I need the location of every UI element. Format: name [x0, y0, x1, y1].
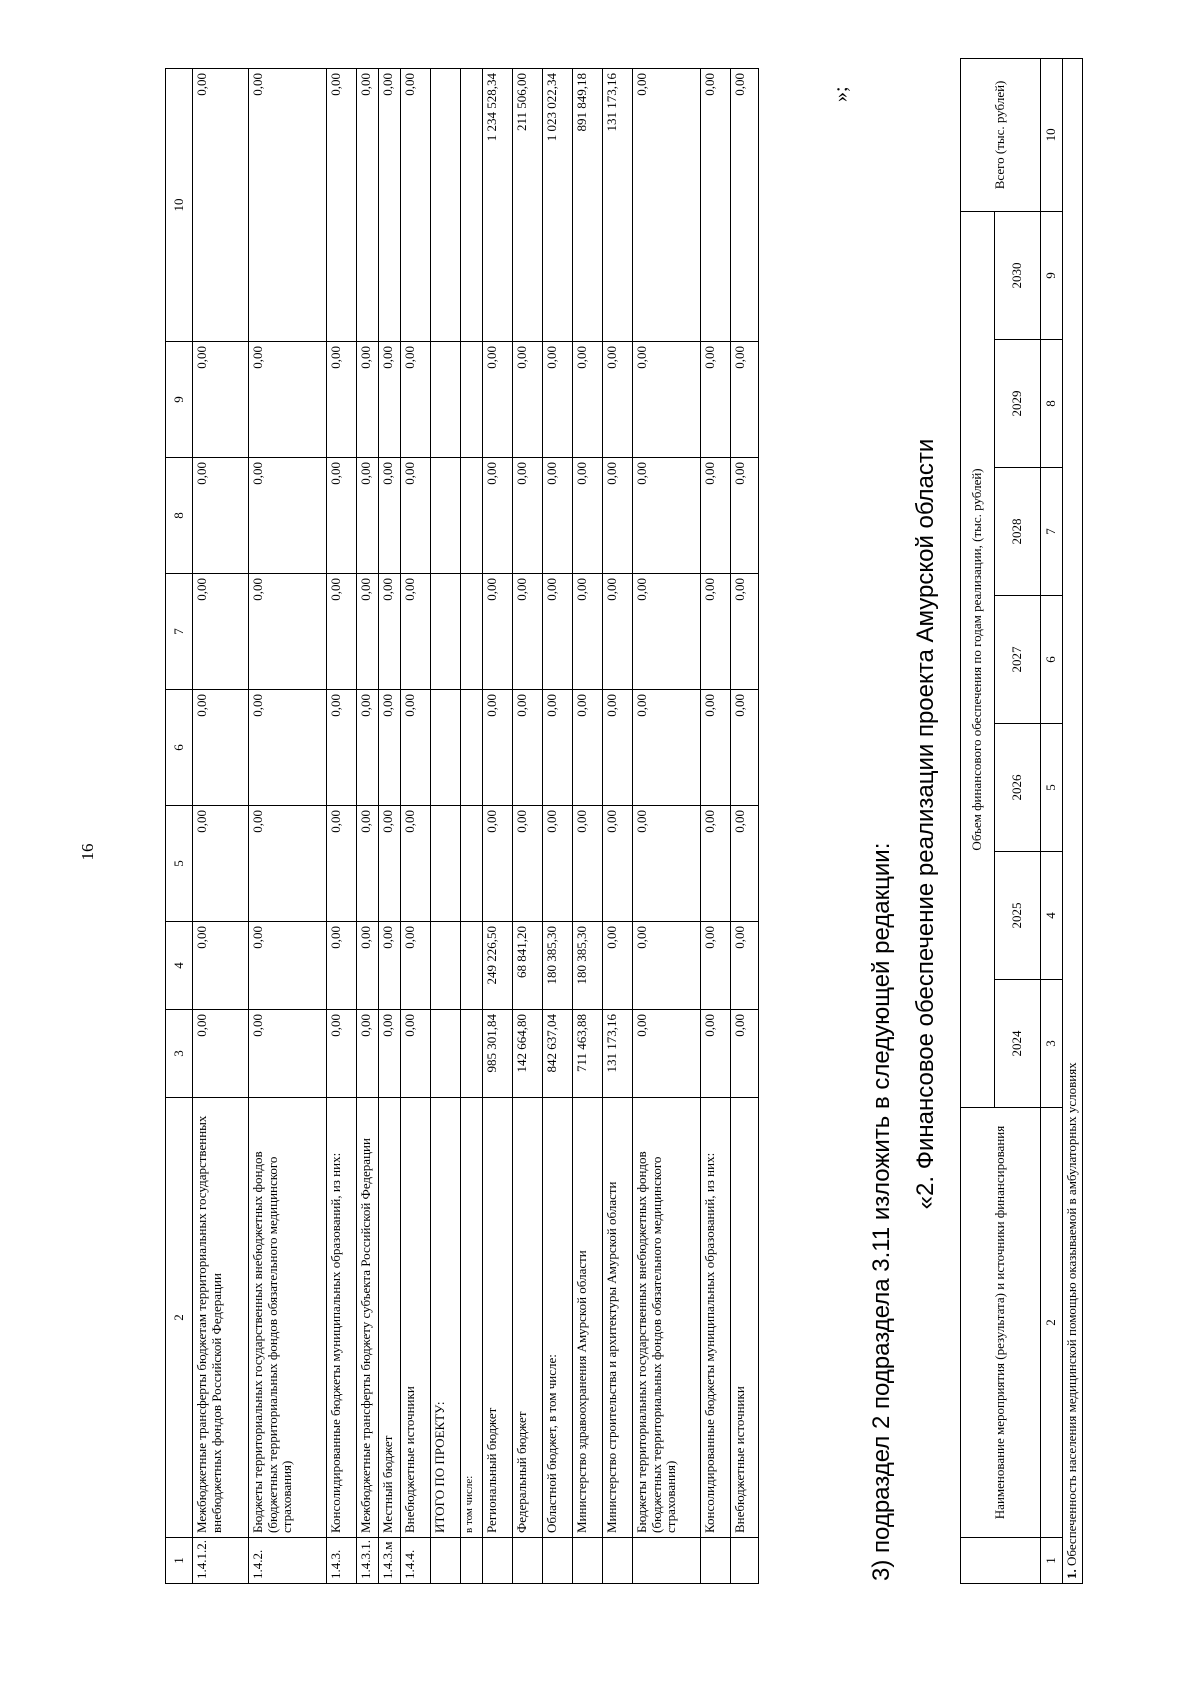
cell-value: 0,00 — [603, 574, 633, 690]
col-number: 10 — [1041, 58, 1063, 211]
row-name: Местный бюджет — [379, 1098, 401, 1538]
cell-value: 0,00 — [357, 806, 379, 922]
col-name-header: Наименование мероприятия (результата) и источники финансирования — [961, 1108, 1041, 1538]
row-name: Министерство строительства и архитектуры Амурской области — [603, 1098, 633, 1538]
row-name: Внебюджетные источники — [401, 1098, 431, 1538]
cell-value: 0,00 — [701, 1010, 731, 1098]
including-label: в том числе: — [461, 1098, 483, 1538]
cell-value: 0,00 — [249, 690, 327, 806]
year-cell: 2028 — [995, 468, 1041, 596]
col-number: 4 — [1041, 852, 1063, 980]
cell-value: 0,00 — [401, 922, 431, 1010]
table-row — [543, 69, 573, 1584]
table-row — [573, 69, 603, 1584]
cell-value: 0,00 — [193, 69, 249, 342]
cell-value: 0,00 — [401, 458, 431, 574]
cell-value: 0,00 — [513, 342, 543, 458]
cell-value: 0,00 — [701, 574, 731, 690]
cell-value: 0,00 — [731, 806, 759, 922]
cell-value: 0,00 — [357, 690, 379, 806]
year-cell: 2025 — [995, 852, 1041, 980]
cell-value: 0,00 — [357, 922, 379, 1010]
cell-value: 0,00 — [633, 458, 701, 574]
cell-value: 0,00 — [603, 806, 633, 922]
cell-value: 0,00 — [701, 690, 731, 806]
row-name: Консолидированные бюджеты муниципальных образований, из них: — [701, 1098, 731, 1538]
cell-value: 0,00 — [249, 342, 327, 458]
cell-value: 985 301,84 — [483, 1010, 513, 1098]
cell-value: 142 664,80 — [513, 1010, 543, 1098]
year-cell: 2027 — [995, 596, 1041, 724]
table-row — [193, 69, 249, 1584]
cell-value: 0,00 — [401, 1010, 431, 1098]
col-number: 3 — [166, 1010, 193, 1098]
col-number: 1 — [1041, 1538, 1063, 1584]
cell-value: 0,00 — [379, 1010, 401, 1098]
closing-quote: »; — [830, 86, 852, 102]
financing-table-continued — [165, 68, 759, 1584]
col-number: 7 — [1041, 468, 1063, 596]
col-number: 5 — [166, 806, 193, 922]
cell-value: 0,00 — [249, 1010, 327, 1098]
cell-value: 0,00 — [701, 69, 731, 342]
cell-value: 0,00 — [543, 458, 573, 574]
cell-value: 0,00 — [603, 922, 633, 1010]
cell-value: 0,00 — [731, 1010, 759, 1098]
col-number: 7 — [166, 574, 193, 690]
cell-value: 0,00 — [249, 69, 327, 342]
table-row — [327, 69, 357, 1584]
cell-value: 0,00 — [401, 342, 431, 458]
cell-value: 0,00 — [603, 458, 633, 574]
row-name: Консолидированные бюджеты муниципальных образований, из них: — [327, 1098, 357, 1538]
cell-value: 0,00 — [543, 574, 573, 690]
cell-value: 0,00 — [483, 574, 513, 690]
cell-value: 0,00 — [327, 574, 357, 690]
cell-value: 0,00 — [483, 690, 513, 806]
cell-value: 0,00 — [701, 458, 731, 574]
cell-value: 0,00 — [483, 806, 513, 922]
year-cell: 2024 — [995, 980, 1041, 1108]
row-name: Бюджеты территориальных государственных внебюджетных фондов (бюджетных территориальных фондов обязательного медицинского страхования) — [633, 1098, 701, 1538]
header-row — [961, 58, 995, 1583]
col-number: 4 — [166, 922, 193, 1010]
numbers-row — [1041, 58, 1063, 1583]
cell-value: 0,00 — [327, 690, 357, 806]
cell-value: 211 506,00 — [513, 69, 543, 342]
cell-value: 0,00 — [573, 342, 603, 458]
row-code: 1.4.3. — [327, 1538, 357, 1584]
table-row — [249, 69, 327, 1584]
row-code: 1.4.4. — [401, 1538, 431, 1584]
row-code: 1.4.2. — [249, 1538, 327, 1584]
cell-value: 0,00 — [249, 922, 327, 1010]
cell-value: 68 841,20 — [513, 922, 543, 1010]
row-name: Межбюджетные трансферты бюджету субъекта Российской Федерации — [357, 1098, 379, 1538]
cell-value: 0,00 — [573, 806, 603, 922]
cell-value: 131 173,16 — [603, 1010, 633, 1098]
cell-value: 0,00 — [193, 922, 249, 1010]
cell-value: 0,00 — [633, 922, 701, 1010]
cell-value: 0,00 — [633, 690, 701, 806]
cell-value: 0,00 — [357, 69, 379, 342]
row-name: Областной бюджет, в том числе: — [543, 1098, 573, 1538]
table-row — [513, 69, 543, 1584]
cell-value: 0,00 — [573, 690, 603, 806]
cell-value: 0,00 — [401, 690, 431, 806]
table-row — [603, 69, 633, 1584]
cell-value: 0,00 — [327, 458, 357, 574]
cell-value: 0,00 — [701, 922, 731, 1010]
cell-value: 249 226,50 — [483, 922, 513, 1010]
cell-value: 0,00 — [379, 69, 401, 342]
cell-value: 0,00 — [731, 922, 759, 1010]
year-cell: 2029 — [995, 340, 1041, 468]
col-number: 1 — [166, 1538, 193, 1584]
row-name: Бюджеты территориальных государственных внебюджетных фондов (бюджетных территориальных фондов обязательного медицинского страхования) — [249, 1098, 327, 1538]
cell-value: 0,00 — [701, 342, 731, 458]
section-row — [1063, 58, 1083, 1583]
row-code: 1.4.3.1. — [357, 1538, 379, 1584]
col-number: 2 — [1041, 1108, 1063, 1538]
cell-value: 0,00 — [327, 806, 357, 922]
cell-value: 0,00 — [379, 574, 401, 690]
financing-table-new — [960, 58, 1083, 1584]
cell-value: 0,00 — [357, 458, 379, 574]
cell-value: 0,00 — [327, 342, 357, 458]
section-row-cell — [1063, 58, 1083, 1583]
cell-value: 0,00 — [193, 458, 249, 574]
cell-value: 1 234 528,34 — [483, 69, 513, 342]
cell-value: 0,00 — [573, 458, 603, 574]
cell-value: 131 173,16 — [603, 69, 633, 342]
cell-value: 0,00 — [327, 922, 357, 1010]
cell-value: 0,00 — [633, 342, 701, 458]
table-header-row — [166, 69, 193, 1584]
cell-value: 0,00 — [327, 1010, 357, 1098]
cell-value: 0,00 — [401, 806, 431, 922]
amendment-paragraph: 3) подраздел 2 подраздела 3.11 изложить в следующей редакции: — [868, 842, 895, 1581]
cell-value: 0,00 — [731, 69, 759, 342]
cell-value: 1 023 022,34 — [543, 69, 573, 342]
cell-value: 0,00 — [633, 574, 701, 690]
cell-value: 0,00 — [731, 342, 759, 458]
cell-value: 0,00 — [193, 806, 249, 922]
total-label: ИТОГО ПО ПРОЕКТУ: — [431, 1098, 461, 1538]
cell-value: 0,00 — [401, 69, 431, 342]
cell-value: 0,00 — [249, 574, 327, 690]
cell-value: 0,00 — [513, 574, 543, 690]
cell-value: 0,00 — [483, 342, 513, 458]
col-number: 3 — [1041, 980, 1063, 1108]
row-name: Федеральный бюджет — [513, 1098, 543, 1538]
section-title: «2. Финансовое обеспечение реализации проекта Амурской области — [912, 438, 939, 1210]
cell-value: 0,00 — [573, 574, 603, 690]
col-number: 10 — [166, 69, 193, 342]
row-name: Внебюджетные источники — [731, 1098, 759, 1538]
cell-value: 0,00 — [603, 342, 633, 458]
cell-value: 0,00 — [603, 690, 633, 806]
row-code: 1.4.1.2. — [193, 1538, 249, 1584]
cell-value: 0,00 — [357, 342, 379, 458]
cell-value: 0,00 — [379, 690, 401, 806]
cell-value: 0,00 — [543, 690, 573, 806]
year-cell: 2026 — [995, 724, 1041, 852]
cell-value: 0,00 — [379, 806, 401, 922]
cell-value: 842 637,04 — [543, 1010, 573, 1098]
cell-value: 0,00 — [543, 342, 573, 458]
cell-value: 0,00 — [483, 458, 513, 574]
total-row — [431, 69, 461, 1584]
col-number: 9 — [166, 342, 193, 458]
cell-value: 0,00 — [731, 690, 759, 806]
cell-value: 0,00 — [193, 1010, 249, 1098]
cell-value: 180 385,30 — [543, 922, 573, 1010]
year-cell: 2030 — [995, 211, 1041, 339]
cell-value: 0,00 — [701, 806, 731, 922]
table-row — [401, 69, 431, 1584]
cell-value: 0,00 — [249, 806, 327, 922]
col-number: 9 — [1041, 211, 1063, 339]
cell-value: 0,00 — [379, 342, 401, 458]
including-row — [461, 69, 483, 1584]
table-row — [379, 69, 401, 1584]
col-number: 5 — [1041, 724, 1063, 852]
cell-value: 0,00 — [379, 922, 401, 1010]
section-row-text: Обеспеченность населения медицинской помощью оказываемой в амбулаторных условиях — [1064, 1062, 1080, 1566]
cell-value: 0,00 — [193, 342, 249, 458]
table-row — [633, 69, 701, 1584]
col-number: 6 — [166, 690, 193, 806]
years-header: Объем финансового обеспечения по годам реализации, (тыс. рублей) — [961, 211, 995, 1107]
page-number: 16 — [78, 843, 97, 861]
cell-value: 0,00 — [193, 574, 249, 690]
cell-value: 0,00 — [249, 458, 327, 574]
cell-value: 0,00 — [193, 690, 249, 806]
cell-value: 0,00 — [513, 458, 543, 574]
cell-value: 0,00 — [357, 574, 379, 690]
cell-value: 0,00 — [731, 458, 759, 574]
cell-value: 0,00 — [327, 69, 357, 342]
cell-value: 0,00 — [731, 574, 759, 690]
cell-value: 0,00 — [513, 806, 543, 922]
table-row — [701, 69, 731, 1584]
section-row-number: 1. — [1064, 1569, 1080, 1579]
cell-value: 0,00 — [379, 458, 401, 574]
col-number: 2 — [166, 1098, 193, 1538]
cell-value: 0,00 — [357, 1010, 379, 1098]
total-header: Всего (тыс. рублей) — [961, 58, 1041, 211]
table-row — [357, 69, 379, 1584]
row-code: 1.4.3.м — [379, 1538, 401, 1584]
row-name: Региональный бюджет — [483, 1098, 513, 1538]
cell-value: 0,00 — [401, 574, 431, 690]
table-row — [483, 69, 513, 1584]
cell-value: 891 849,18 — [573, 69, 603, 342]
table-row — [731, 69, 759, 1584]
col-number: 8 — [1041, 340, 1063, 468]
cell-value: 0,00 — [633, 806, 701, 922]
cell-value: 0,00 — [633, 1010, 701, 1098]
cell-value: 180 385,30 — [573, 922, 603, 1010]
col-number: 6 — [1041, 596, 1063, 724]
row-name: Министерство здравоохранения Амурской области — [573, 1098, 603, 1538]
cell-value: 0,00 — [513, 690, 543, 806]
col-number: 8 — [166, 458, 193, 574]
cell-value: 0,00 — [633, 69, 701, 342]
cell-value: 0,00 — [543, 806, 573, 922]
cell-value: 711 463,88 — [573, 1010, 603, 1098]
row-name: Межбюджетные трансферты бюджетам территориальных государственных внебюджетных фондов Российской Федерации — [193, 1098, 249, 1538]
